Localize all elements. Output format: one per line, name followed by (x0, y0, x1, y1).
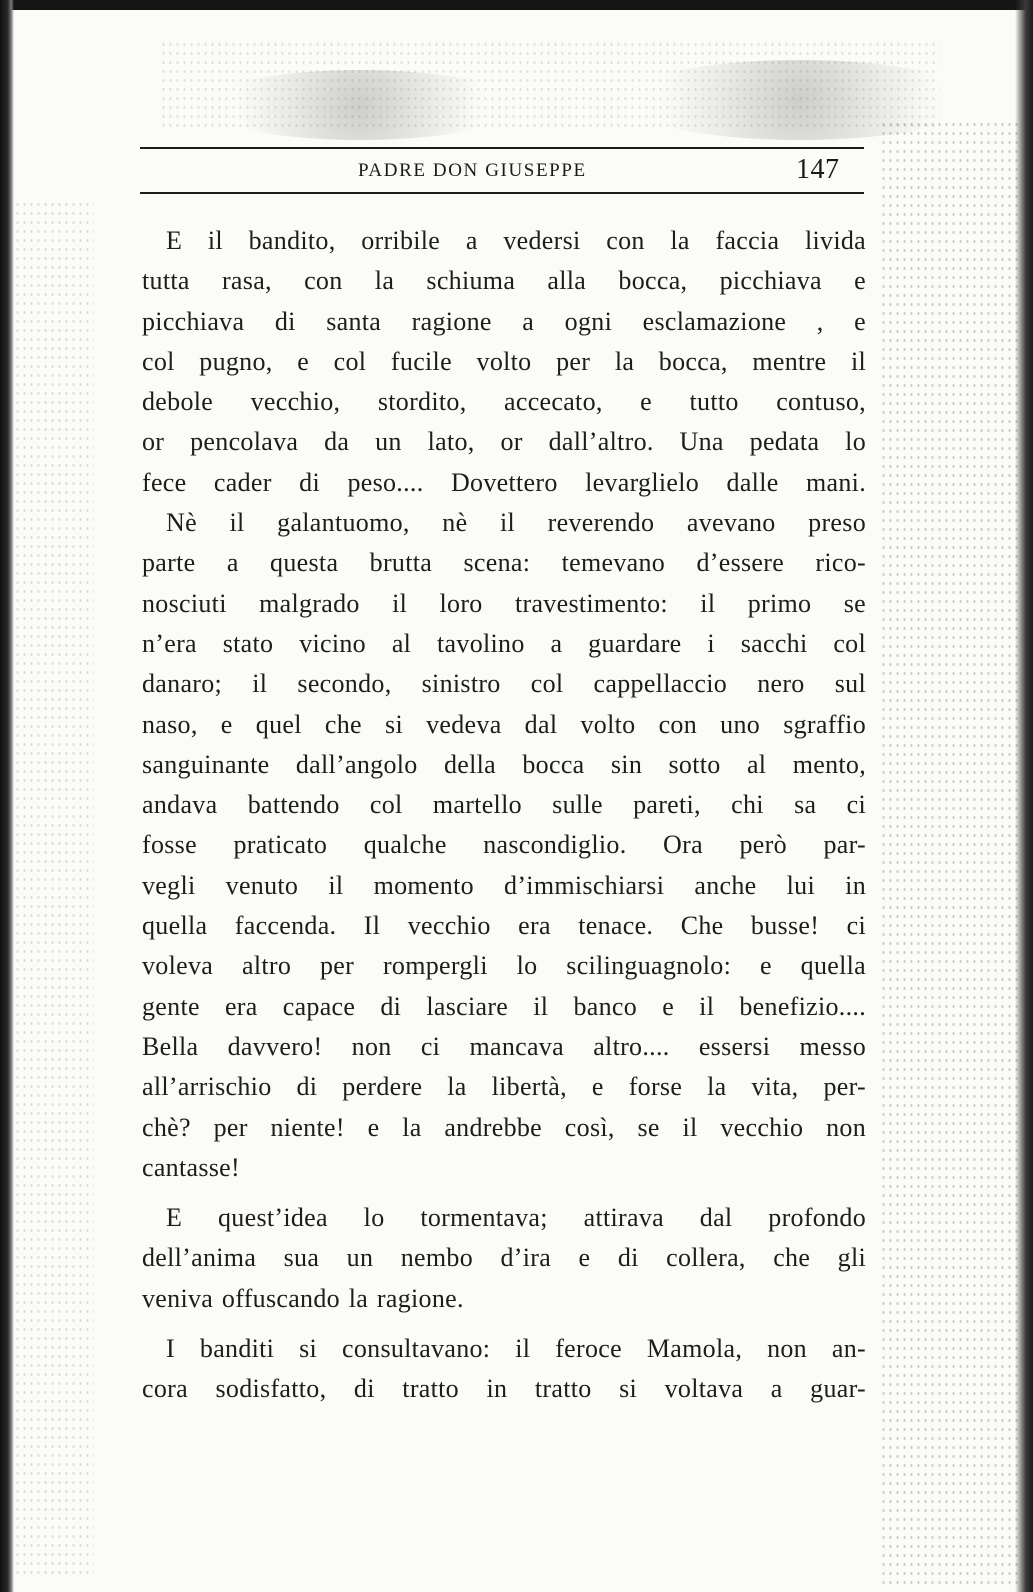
scan-left-binding-edge (0, 0, 14, 1592)
text-line: andava battendo col martello sulle pareti, chi sa ci (142, 790, 866, 820)
text-line: Bella davvero! non ci mancava altro.... essersi messo (142, 1031, 866, 1061)
text-line: nosciuti malgrado il loro travestimento: il primo se (142, 588, 866, 618)
paragraph (142, 503, 866, 1188)
text-line: naso, e quel che si vedeva dal volto con uno sgraffio (142, 709, 866, 739)
paragraph (142, 1198, 866, 1319)
text-line: cora sodisfatto, di tratto in tratto si voltava a guar- (142, 1374, 866, 1404)
text-line: I banditi si consultavano: il feroce Mamola, non an- (166, 1334, 866, 1364)
paragraph (142, 221, 866, 503)
text-line: tutta rasa, con la schiuma alla bocca, picchiava e (142, 266, 866, 296)
text-line: debole vecchio, stordito, accecato, e tutto contuso, (142, 387, 866, 417)
text-line: fosse praticato qualche nascondiglio. Ora però par- (142, 830, 866, 860)
paper-speckle (880, 120, 1020, 1590)
text-line: sanguinante dall’angolo della bocca sin sotto al mento, (142, 749, 866, 779)
text-line: all’arrischio di perdere la libertà, e forse la vita, per- (142, 1072, 866, 1102)
text-line: danaro; il secondo, sinistro col cappellaccio nero sul (142, 669, 866, 699)
paragraph-gap (142, 1319, 866, 1329)
text-line: E il bandito, orribile a vedersi con la faccia livida (166, 226, 866, 255)
paragraph (142, 1329, 866, 1410)
paper-speckle (160, 40, 940, 130)
text-line: E quest’idea lo tormentava; attirava dal profondo (166, 1203, 866, 1233)
text-line: quella faccenda. Il vecchio era tenace. Che busse! ci (142, 911, 866, 941)
text-line: picchiava di santa ragione a ogni esclamazione , e (142, 306, 866, 336)
text-line: gente era capace di lasciare il banco e il benefizio.... (142, 991, 866, 1021)
paragraph-gap (142, 1188, 866, 1198)
page-number: 147 (796, 154, 840, 185)
text-line: cantasse! (142, 1152, 240, 1182)
text-line: parte a questa brutta scena: temevano d’essere rico- (142, 548, 866, 578)
text-line: n’era stato vicino al tavolino a guardare i sacchi col (142, 628, 866, 658)
paper-speckle (14, 200, 94, 1580)
running-title: PADRE DON GIUSEPPE (358, 160, 587, 181)
page-header (140, 150, 864, 190)
header-bottom-rule (140, 192, 864, 194)
text-line: vegli venuto il momento d’immischiarsi anche lui in (142, 870, 866, 900)
text-line: dell’anima sua un nembo d’ira e di collera, che gli (142, 1243, 866, 1273)
text-line: col pugno, e col fucile volto per la bocca, mentre il (142, 346, 866, 376)
scan-top-edge (0, 0, 1033, 10)
text-line: fece cader di peso.... Dovettero levarglielo dalle mani. (142, 467, 866, 497)
body-text (142, 221, 866, 1410)
text-line: veniva offuscando la ragione. (142, 1283, 464, 1313)
text-line: voleva altro per rompergli lo scilinguagnolo: e quella (142, 951, 866, 981)
text-line: chè? per niente! e la andrebbe così, se il vecchio non (142, 1112, 866, 1142)
text-line: or pencolava da un lato, or dall’altro. Una pedata lo (142, 427, 866, 457)
header-top-rule (140, 147, 864, 149)
text-line: Nè il galantuomo, nè il reverendo avevano preso (166, 508, 866, 538)
